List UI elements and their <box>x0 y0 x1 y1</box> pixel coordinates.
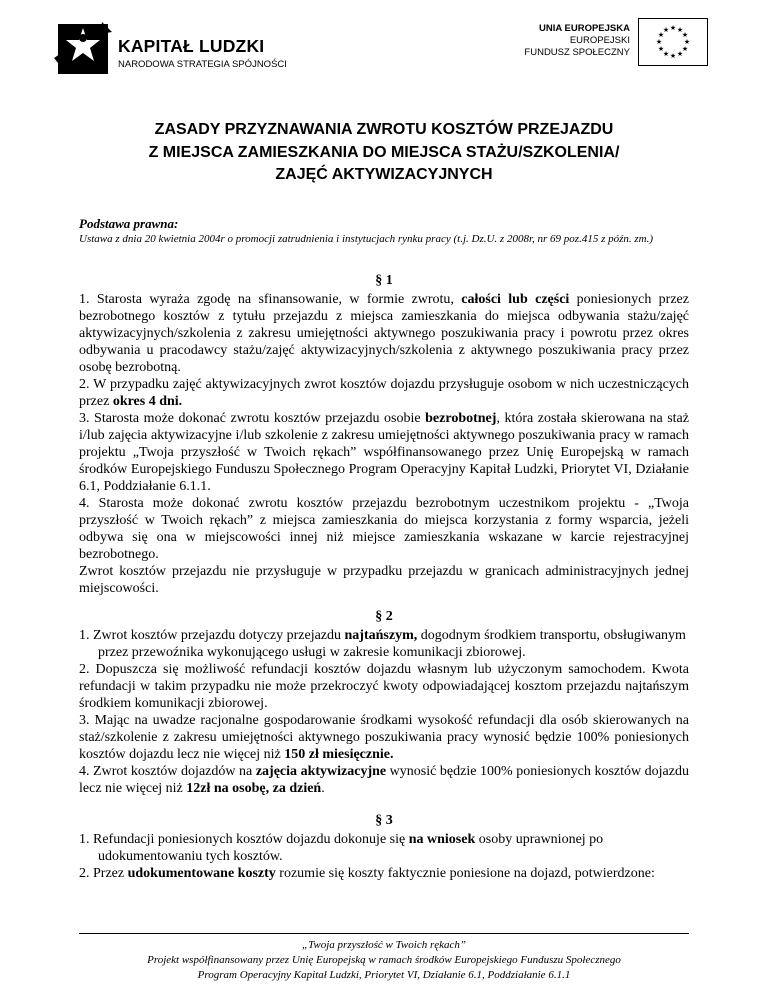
emphasis: na wniosek <box>408 832 476 847</box>
svg-text:★: ★ <box>683 38 691 46</box>
section-1 <box>79 272 689 597</box>
svg-text:★: ★ <box>669 24 677 32</box>
section-3-heading: § 3 <box>375 813 393 828</box>
title-line1: ZASADY PRZYZNAWANIA ZWROTU KOSZTÓW PRZEJAZDU <box>154 121 614 138</box>
title-line2: Z MIEJSCA ZAMIESZKANIA DO MIEJSCA STAŻU/SZKOLENIA/ <box>148 143 620 161</box>
svg-text:★: ★ <box>662 50 670 58</box>
section-3-para-1: 1. Refundacji poniesionych kosztów dojazdu dokonuje się na wniosek osoby uprawnionej po udokumentowaniu tych kosztów. <box>79 832 604 864</box>
page-footer <box>0 938 768 983</box>
eu-line2: EUROPEJSKI <box>569 35 630 46</box>
section-2 <box>79 608 689 797</box>
document-title <box>0 119 768 187</box>
footer-project-name: „Twoja przyszłość w Twoich rękach” <box>302 939 466 951</box>
section-1-para-5: Zwrot kosztów przejazdu nie przysługuje w przypadku przejazdu w granicach administracyjnych jednej miejscowości. <box>79 564 689 596</box>
legal-basis <box>79 216 689 247</box>
legal-basis-text: Ustawa z dnia 20 kwietnia 2004r o promocji zatrudnienia i instytucjach rynku pracy (t.j. Dz.U. z 2008r, nr 69 poz.415 z późn. zm.) <box>79 233 654 245</box>
emphasis: całości lub części <box>461 292 570 307</box>
section-1-para-2: 2. W przypadku zajęć aktywizacyjnych zwrot kosztów dojazdu przysługuje osobom w nich uczestniczących przez okres 4 dni. <box>79 377 689 409</box>
footer-line3: Program Operacyjny Kapitał Ludzki, Priorytet VI, Działanie 6.1, Poddziałanie 6.1.1 <box>197 969 571 981</box>
emphasis: 150 zł miesięcznie. <box>284 747 394 762</box>
section-3 <box>79 812 689 882</box>
svg-text:★: ★ <box>681 45 689 53</box>
emphasis: 12zł na osobę, za dzień <box>186 781 322 796</box>
emphasis: udokumentowane koszty <box>127 866 276 881</box>
emphasis: najtańszym, <box>344 628 418 643</box>
emphasis: zajęcia aktywizacyjne <box>255 764 387 779</box>
eu-logo <box>508 18 708 72</box>
svg-text:★: ★ <box>676 26 684 34</box>
legal-basis-label: Podstawa prawna: <box>79 216 179 231</box>
svg-text:★: ★ <box>662 26 670 34</box>
eu-text <box>508 23 630 59</box>
kapital-ludzki-mark-icon <box>52 18 114 80</box>
eu-line3: FUNDUSZ SPOŁECZNY <box>524 47 630 58</box>
svg-text:★: ★ <box>657 31 665 39</box>
svg-text:★: ★ <box>655 38 663 46</box>
footer-divider <box>79 933 689 934</box>
svg-text:★: ★ <box>676 50 684 58</box>
svg-text:★: ★ <box>681 31 689 39</box>
kapital-ludzki-logo <box>52 14 312 84</box>
svg-text:★: ★ <box>669 52 677 60</box>
program-title: KAPITAŁ LUDZKI <box>118 36 265 56</box>
title-line3: ZAJĘĆ AKTYWIZACYJNYCH <box>275 166 493 183</box>
section-2-heading: § 2 <box>375 609 393 624</box>
footer-line2: Projekt współfinansowany przez Unię Europejską w ramach środków Europejskiego Funduszu Społecznego <box>147 954 621 966</box>
section-2-para-4: 4. Zwrot kosztów dojazdów na zajęcia aktywizacyjne wynosić będzie 100% poniesionych kosztów dojazdu lecz nie więcej niż 12zł na osobę, za dzień. <box>79 764 689 796</box>
eu-flag-icon <box>638 18 708 66</box>
program-subtitle: NARODOWA STRATEGIA SPÓJNOŚCI <box>118 59 287 70</box>
section-3-para-2: 2. Przez udokumentowane koszty rozumie się koszty faktycznie poniesione na dojazd, potwierdzone: <box>79 866 655 881</box>
section-1-para-4: 4. Starosta może dokonać zwrotu kosztów przejazdu bezrobotnym uczestnikom projektu - „Twoja przyszłość w Twoich rękach” z miejsca zamieszkania do miejsca korzystania z formy wsparcia, jeżeli odbywa się ona w miejscowości innej niż miejsce zamieszkania wskazane w karcie rejestracyjnej bezrobotnego. <box>79 496 689 562</box>
section-1-heading: § 1 <box>375 273 393 288</box>
svg-text:★: ★ <box>657 45 665 53</box>
eu-line1: UNIA EUROPEJSKA <box>539 23 630 34</box>
section-2-para-2: 2. Dopuszcza się możliwość refundacji kosztów dojazdu własnym lub użyczonym samochodem. Kwota refundacji w takim przypadku nie może przekroczyć kwoty odpowiadającej kosztom przejazdu najtańszym środkiem komunikacji zbiorowej. <box>79 662 689 711</box>
section-2-para-1: 1. Zwrot kosztów przejazdu dotyczy przejazdu najtańszym, dogodnym środkiem transportu, obsługiwanym przez przewoźnika wykonującego usługi w zakresie komunikacji zbiorowej. <box>79 628 686 660</box>
section-2-para-3: 3. Mając na uwadze racjonalne gospodarowanie środkami wysokość refundacji dla osób skierowanych na staż/szkolenie z zakresu umiejętności aktywnego poszukiwania pracy wynosić będzie 100% poniesionych kosztów dojazdu lecz nie więcej niż 150 zł miesięcznie. <box>79 713 689 762</box>
emphasis: bezrobotnej <box>425 411 497 426</box>
section-1-para-3: 3. Starosta może dokonać zwrotu kosztów przejazdu osobie bezrobotnej, która została skierowana na staż i/lub zajęcia aktywizacyjne i/lub szkolenie z zakresu umiejętności aktywnego poszukiwania pracy w ramach projektu „Twoja przyszłość w Twoich rękach” współfinansowanego przez Unię Europejską w ramach środków Europejskiego Funduszu Społecznego Program Operacyjny Kapitał Ludzki, Priorytet VI, Działanie 6.1, Poddziałanie 6.1.1. <box>79 411 689 494</box>
section-1-para-1: 1. Starosta wyraża zgodę na sfinansowanie, w formie zwrotu, całości lub części poniesionych przez bezrobotnego kosztów z tytułu przejazdu z miejsca zamieszkania do miejsca odbywania stażu/zajęć aktywizacyjnych/szkolenia z zakresu umiejętności aktywnego poszukiwania pracy i powrotu przez okres odbywania u pracodawcy stażu/zajęć aktywizacyjnych/szkolenia z aktywnego poszukiwania pracy przez osobę bezrobotną. <box>79 292 689 375</box>
emphasis: okres 4 dni. <box>112 394 183 409</box>
